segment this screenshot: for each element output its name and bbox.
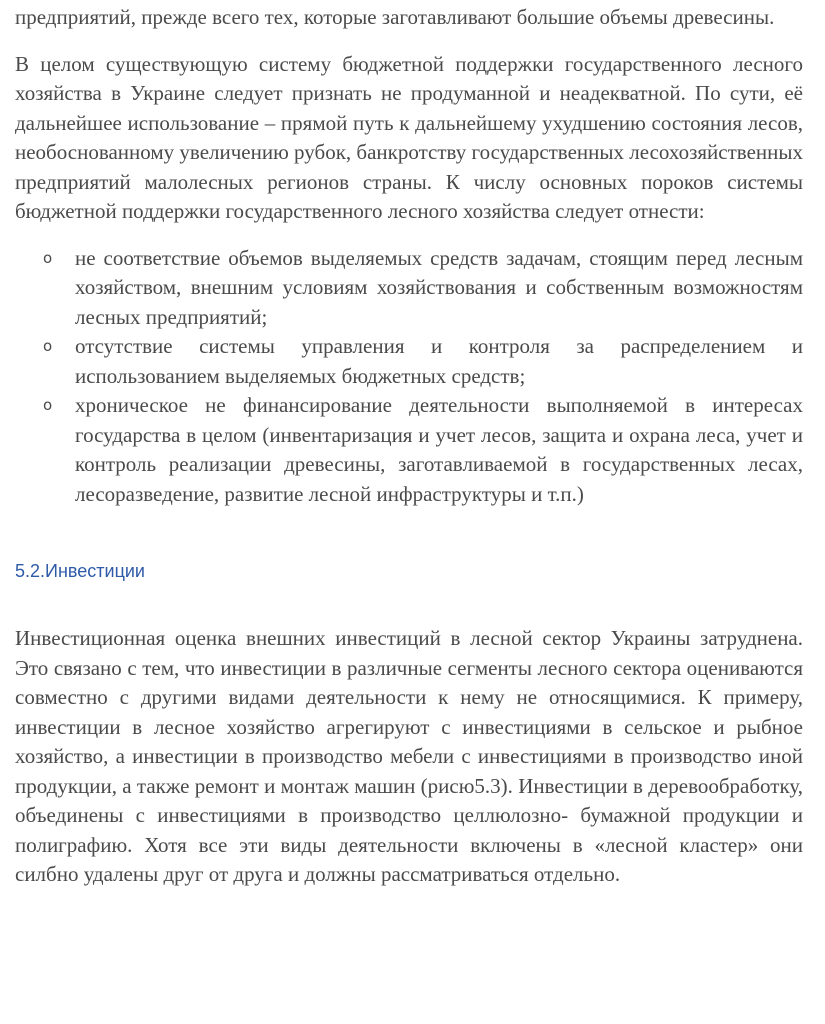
list-item (43, 391, 803, 509)
bullet-list (15, 244, 803, 510)
paragraph-budget-support: В целом существующую систему бюджетной поддержки государственного лесного хозяйства в Украине следует признать не продуманной и неадекватной. По сути, её дальнейшее использование – прямой путь к дальнейшему ухудшению состояния лесов, необоснованному увеличению рубок, банкротству государственных лесохозяйственных предприятий малолесных регионов страны. К числу основных пороков системы бюджетной поддержки государственного лесного хозяйства следует отнести: (15, 51, 803, 223)
paragraph-investments: Инвестиционная оценка внешних инвестиций в лесной сектор Украины затруднена. Это связано с тем, что инвестиции в различные сегменты лесного сектора оцениваются совместно с другими видами деятельности к нему не относящимися. К примеру, инвестиции в лесное хозяйство агрегируют с инвестициями в сельское и рыбное хозяйство, а инвестиции в производство мебели с инвестициями в производство иной продукции, а также ремонт и монтаж машин (рисю5.3). Инвестиции в деревообработку, объединены с инвестициями в производство целлюлозно- бумажной продукции и полиграфию. Хотя все эти виды деятельности включены в «лесной кластер» они силбно удалены друг от друга и должны рассматриваться отдельно. (15, 626, 803, 886)
list-item (43, 332, 803, 391)
list-item-text: отсутствие системы управления и контроля за распределением и использованием выделяемых бюджетных средств; (75, 334, 803, 388)
list-item (43, 244, 803, 333)
list-item-text: хроническое не финансирование деятельности выполняемой в интересах государства в целом (инвентаризация и учет лесов, защита и охрана леса, учет и контроль реализации древесины, заготавливаемой в государственных лесах, лесоразведение, развитие лесной инфраструктуры и т.п.) (75, 393, 803, 506)
paragraph-continuation: предприятий, прежде всего тех, которые заготавливают большие объемы древесины. (15, 5, 775, 29)
bullet-circle-icon: o (43, 337, 53, 355)
bullet-circle-icon: o (43, 396, 53, 414)
document-page (15, 0, 803, 890)
section-heading: 5.2.Инвестиции (15, 561, 145, 581)
list-item-text: не соответствие объемов выделяемых средств задачам, стоящим перед лесным хозяйством, внешним условиям хозяйствования и собственным возможностям лесных предприятий; (75, 245, 803, 329)
bullet-circle-icon: o (43, 248, 53, 267)
